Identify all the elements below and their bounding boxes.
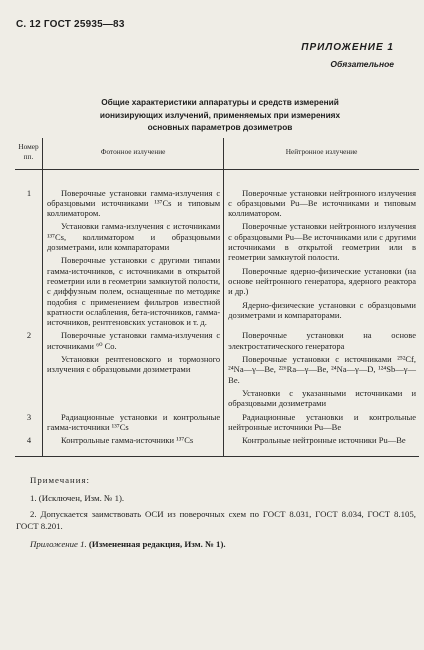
cell-paragraph: Контрольные гамма-источники ¹³⁷Cs — [60, 435, 194, 446]
table-header-row — [15, 138, 419, 169]
neutron-cell — [224, 412, 419, 436]
cell-paragraph: Поверочные установки с источниками ²⁵²Cf, ²⁴Na—γ—Be, ²²⁶Ra—γ—Be, ²⁴Na—γ—D, ¹²⁴Sb—γ—Be. — [228, 354, 416, 385]
table-title-line: ионизирующих излучений, применяемых при измерениях — [99, 109, 341, 120]
note-item: 1. (Исключен, Изм. № 1). — [30, 493, 125, 503]
row-number: 2 — [26, 330, 32, 341]
table-title — [50, 96, 390, 134]
table-spacer-row — [15, 169, 419, 188]
cell-paragraph: Поверочные ядерно-физические установки (на основе нейтронного генератора, ядерного реактора и др.) — [228, 265, 416, 297]
cell-paragraph: Поверочные установки на основе электростатического генератора — [228, 330, 416, 351]
appendix-title: ПРИЛОЖЕНИЕ 1 — [301, 42, 394, 53]
cell-paragraph: Поверочные установки гамма-излучения с источниками ⁶⁰ Co. — [46, 330, 221, 351]
cell-paragraph: Установки гамма-излучения с источниками ¹³⁷Cs, коллиматором и образцовыми дозиметрами, или компараторами — [46, 221, 221, 253]
table-row — [15, 435, 419, 457]
notes-section — [16, 474, 416, 554]
table-row — [15, 330, 419, 411]
row-number: 3 — [26, 411, 32, 422]
row-number: 4 — [15, 435, 42, 457]
change-text: (Измененная редакция, Изм. № 1). — [88, 539, 226, 549]
header-neutron: Нейтронное излучение — [224, 138, 419, 169]
cell-paragraph: Ядерно-физические установки с образцовыми дозиметрами и компараторами. — [228, 299, 416, 320]
table-title-line: основных параметров дозиметров — [147, 122, 293, 132]
notes-heading: Примечания: — [30, 475, 90, 485]
note-item: 2. Допускается заимствовать ОСИ из поверочных схем по ГОСТ 8.031, ГОСТ 8.034, ГОСТ 8.105, ГОСТ 8.201. — [16, 509, 416, 531]
page-reference: С. 12 ГОСТ 25935—83 — [16, 19, 125, 30]
equipment-table — [15, 138, 419, 457]
photon-cell — [42, 412, 223, 436]
cell-paragraph: Радиационные установки и контрольные гамма-источники ¹³⁷Cs — [46, 411, 221, 432]
neutron-cell — [224, 330, 419, 411]
neutron-cell — [224, 435, 419, 457]
row-number: 1 — [26, 187, 32, 198]
photon-cell — [42, 330, 223, 411]
change-note — [16, 538, 416, 550]
appendix-header — [301, 42, 394, 69]
appendix-status: Обязательное — [330, 59, 394, 69]
neutron-cell — [224, 188, 419, 331]
cell-paragraph: Поверочные установки нейтронного излучения с образцовыми Pu—Be источниками или с другими источниками в открытой геометрии или в геометрии замкнутой полости. — [228, 221, 416, 263]
header-number: Номер пп. — [15, 138, 42, 169]
cell-paragraph: Поверочные установки с другими типами гамма-источников, с источниками в открытой геометрии или в геометрии замкнутой полости, с диффузным полем, оснащенные по методике подобия с применением фильтров известной кратности ослабления, бета-источников, гамма-источников, рентгеновских установок и т. д. — [46, 255, 221, 328]
cell-paragraph: Установки с указанными источниками и образцовыми дозиметрами — [228, 387, 416, 409]
cell-paragraph: Поверочные установки гамма-излучения с образцовыми источниками ¹³⁷Cs и типовым коллиматором. — [46, 187, 221, 219]
cell-paragraph: Радиационные установки и контрольные нейтронные источники Pu—Be — [228, 411, 416, 432]
photon-cell — [42, 188, 223, 331]
table-title-line: Общие характеристики аппаратуры и средств измерений — [101, 97, 339, 107]
photon-cell — [42, 435, 223, 457]
change-label: Приложение 1. — [30, 539, 87, 549]
table-row — [15, 188, 419, 331]
cell-paragraph: Установки рентгеновского и тормозного излучения с образцовыми дозиметрами — [46, 354, 221, 375]
header-photon: Фотонное излучение — [42, 138, 223, 169]
cell-paragraph: Контрольные нейтронные источники Pu—Be — [242, 435, 406, 446]
table-row — [15, 412, 419, 436]
cell-paragraph: Поверочные установки нейтронного излучения с образцовыми Pu—Be источниками и типовым коллиматором. — [228, 187, 416, 219]
